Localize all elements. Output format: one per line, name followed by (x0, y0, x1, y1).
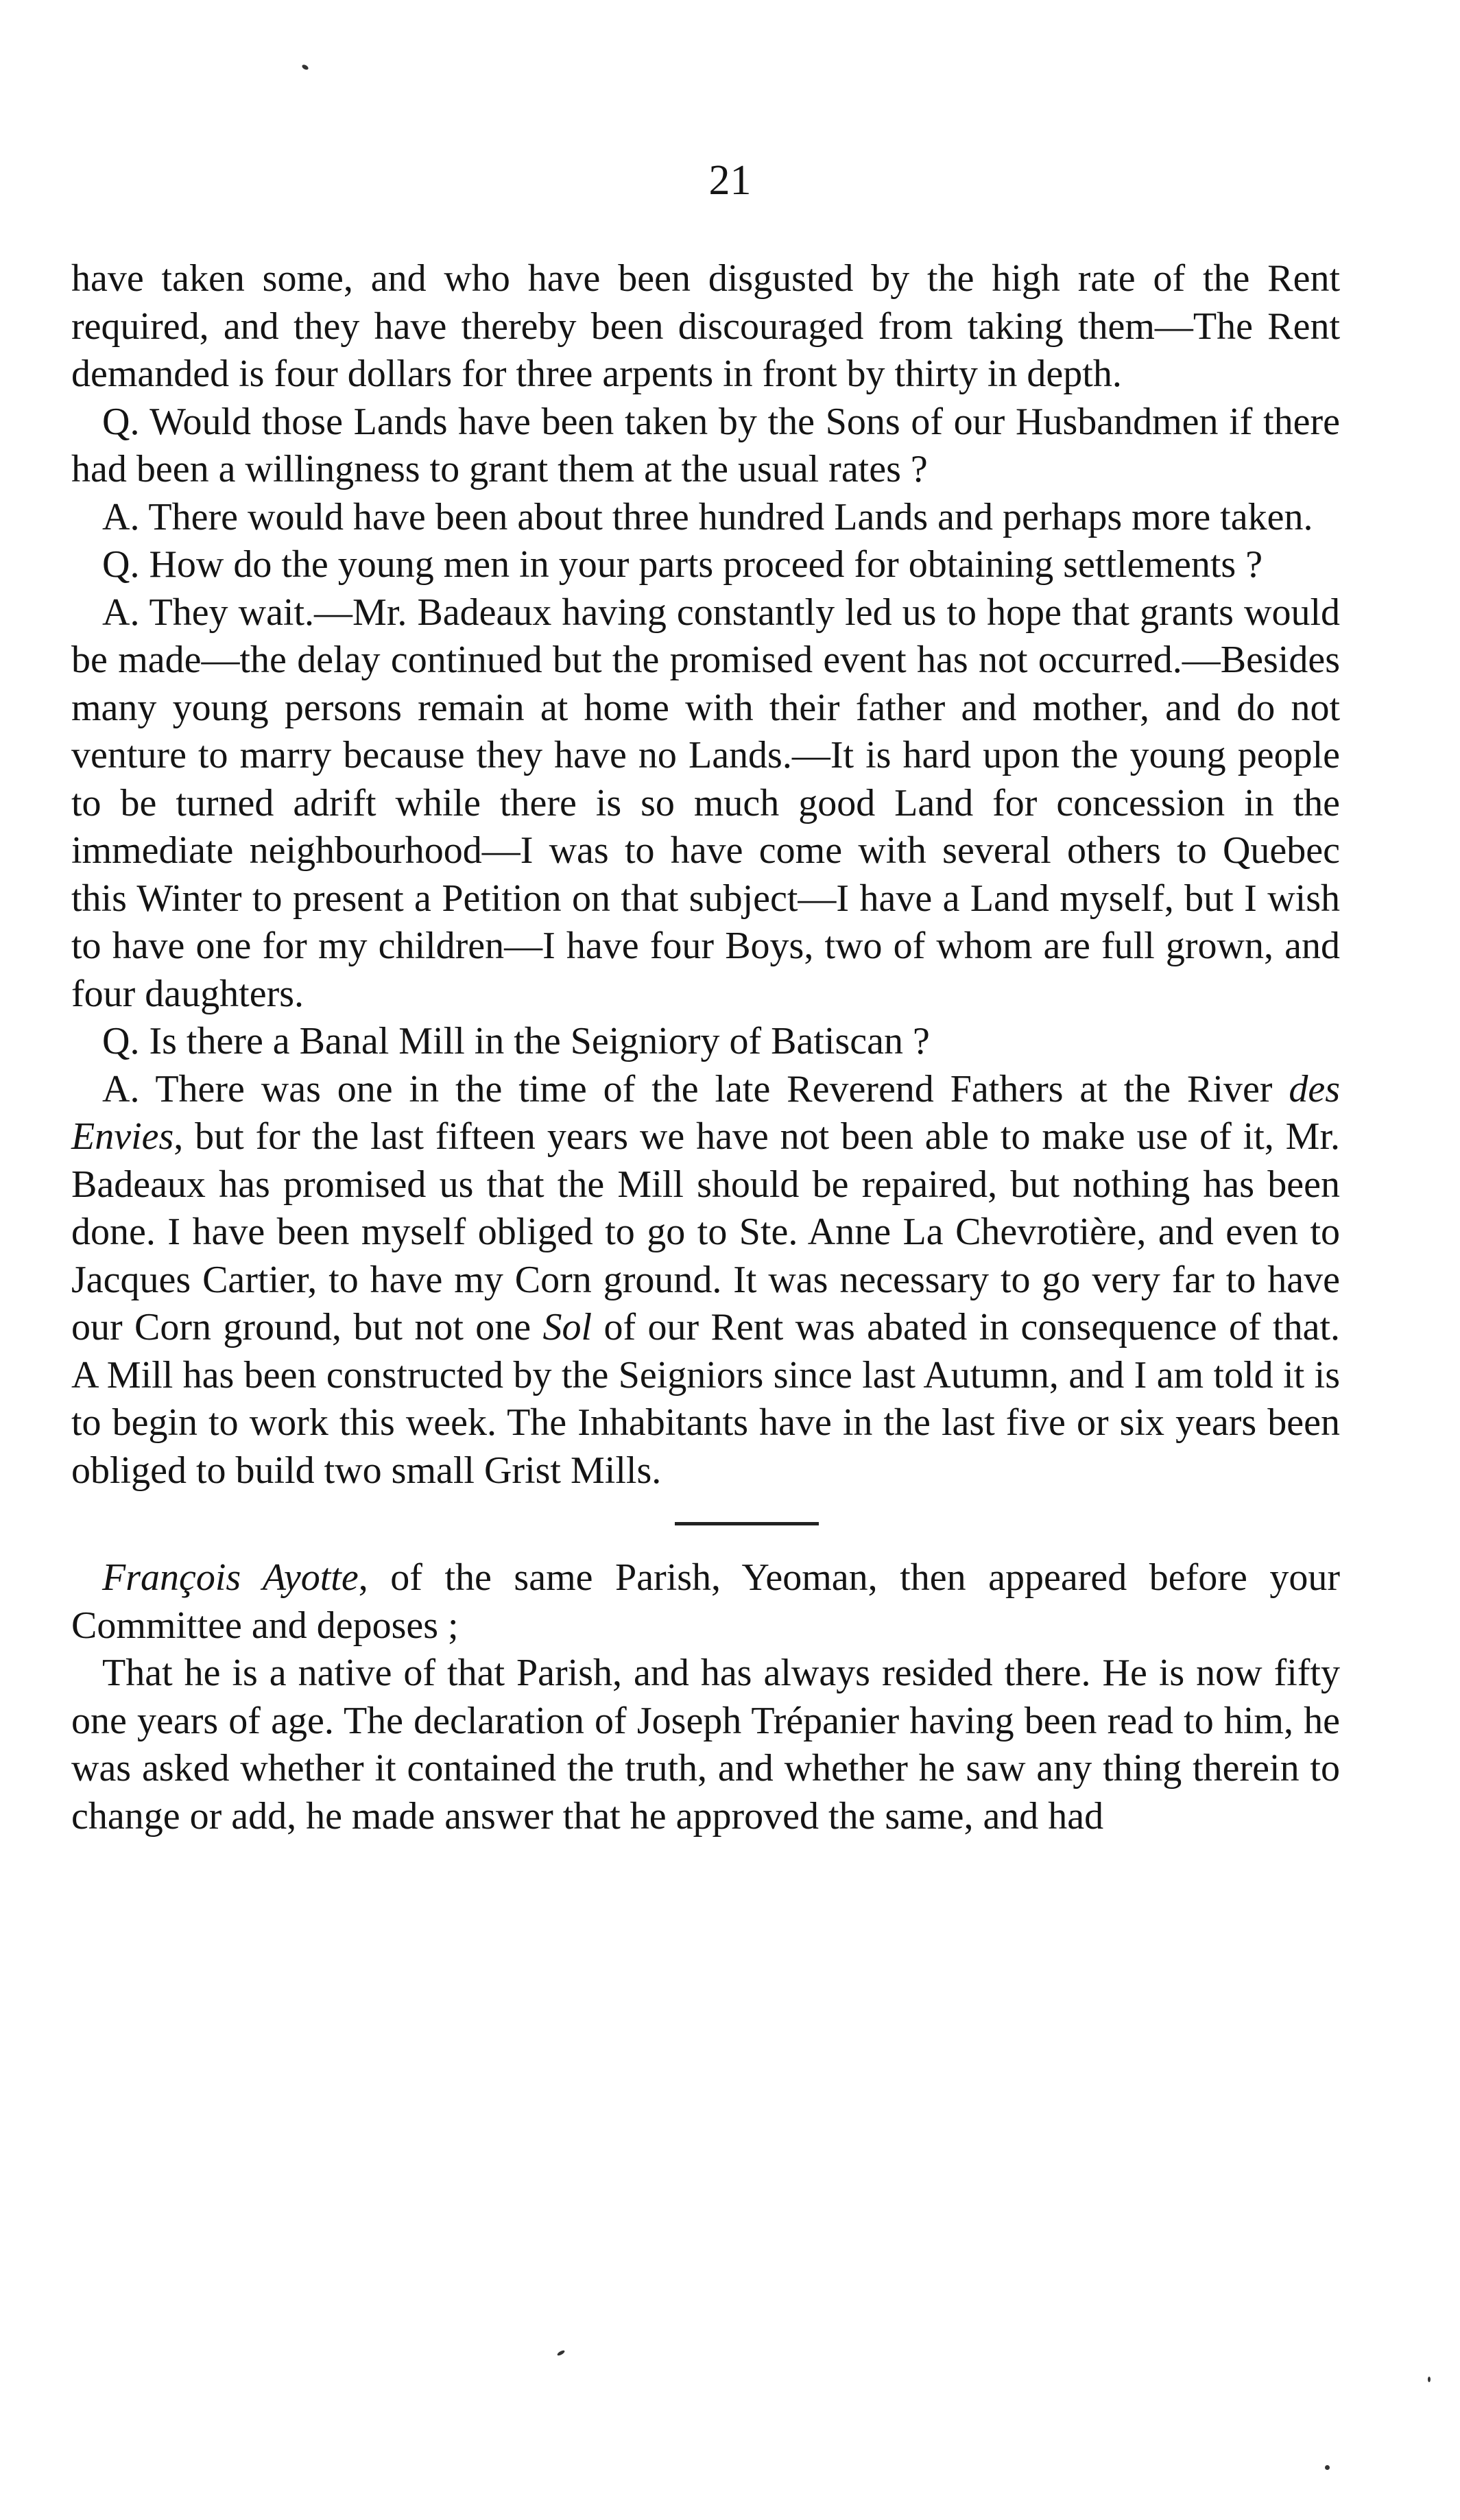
currency-italic: Sol (542, 1306, 593, 1348)
answer-paragraph: A. There would have been about three hundred Lands and perhaps more taken. (102, 495, 1313, 538)
ink-speck (1325, 2465, 1330, 2470)
deponent-name: François Ayotte (102, 1556, 359, 1599)
paragraph-continuation: have taken some, and who have been disgusted by the high rate of the Rent required, and they have thereby been discouraged from taking them—The Rent demanded is four dollars for three arpents in front by thirty in depth. (71, 257, 1340, 395)
deposition-paragraph (71, 1554, 1340, 1650)
place-name-italic: des Envies (71, 1067, 1340, 1158)
answer-text: , but for the last fifteen years we have not been able to make use of it, Mr. Badeaux has promised us that the Mill should be repaired, but nothing has been done. I have been myself obliged to go to Ste. Anne La Chevrotière, and even to Jacques Cartier, to have my Corn ground. It was necessary to go very far to have our Corn ground, but not one (71, 1115, 1340, 1348)
ink-speck (301, 64, 309, 71)
ink-speck (557, 2349, 566, 2356)
question-paragraph: Q. How do the young men in your parts proceed for obtaining settlements ? (102, 543, 1263, 586)
deposition-body: That he is a native of that Parish, and has always resided there. He is now fifty one years of age. The declaration of Joseph Trépanier having been read to him, he was asked whether it contained the truth, and whether he saw any thing therein to change or add, he made answer that he approved the same, and had (71, 1652, 1340, 1838)
deposition-text: , of the same Parish, Yeoman, then appeared before your Committee and deposes ; (71, 1556, 1341, 1647)
question-paragraph: Q. Would those Lands have been taken by the Sons of our Husbandmen if there had been a willingness to grant them at the usual rates ? (71, 400, 1340, 490)
answer-paragraph (71, 1066, 1340, 1495)
section-divider (675, 1522, 819, 1525)
page-number: 21 (708, 157, 752, 204)
question-paragraph: Q. Is there a Banal Mill in the Seigniory of Batiscan ? (102, 1020, 930, 1062)
answer-text: of our Rent was abated in consequence of that. A Mill has been constructed by the Seigniors since last Autumn, and I am told it is to begin to work this week. The Inhabitants have in the last five or six years been obliged to build two small Grist Mills. (71, 1306, 1340, 1492)
answer-paragraph: A. They wait.—Mr. Badeaux having constantly led us to hope that grants would be made—the delay continued but the promised event has not occurred.—Besides many young persons remain at home with their father and mother, and do not venture to marry because they have no Lands.—It is hard upon the young people to be turned adrift while there is so much good Land for concession in the immediate neighbourhood—I was to have come with several others to Quebec this Winter to present a Petition on that subject—I have a Land myself, but I wish to have one for my children—I have four Boys, two of whom are full grown, and four daughters. (71, 591, 1340, 1015)
body-text (71, 255, 1340, 1840)
answer-text: A. There was one in the time of the late Reverend Fathers at the River (102, 1067, 1289, 1110)
ink-speck (1428, 2377, 1431, 2382)
